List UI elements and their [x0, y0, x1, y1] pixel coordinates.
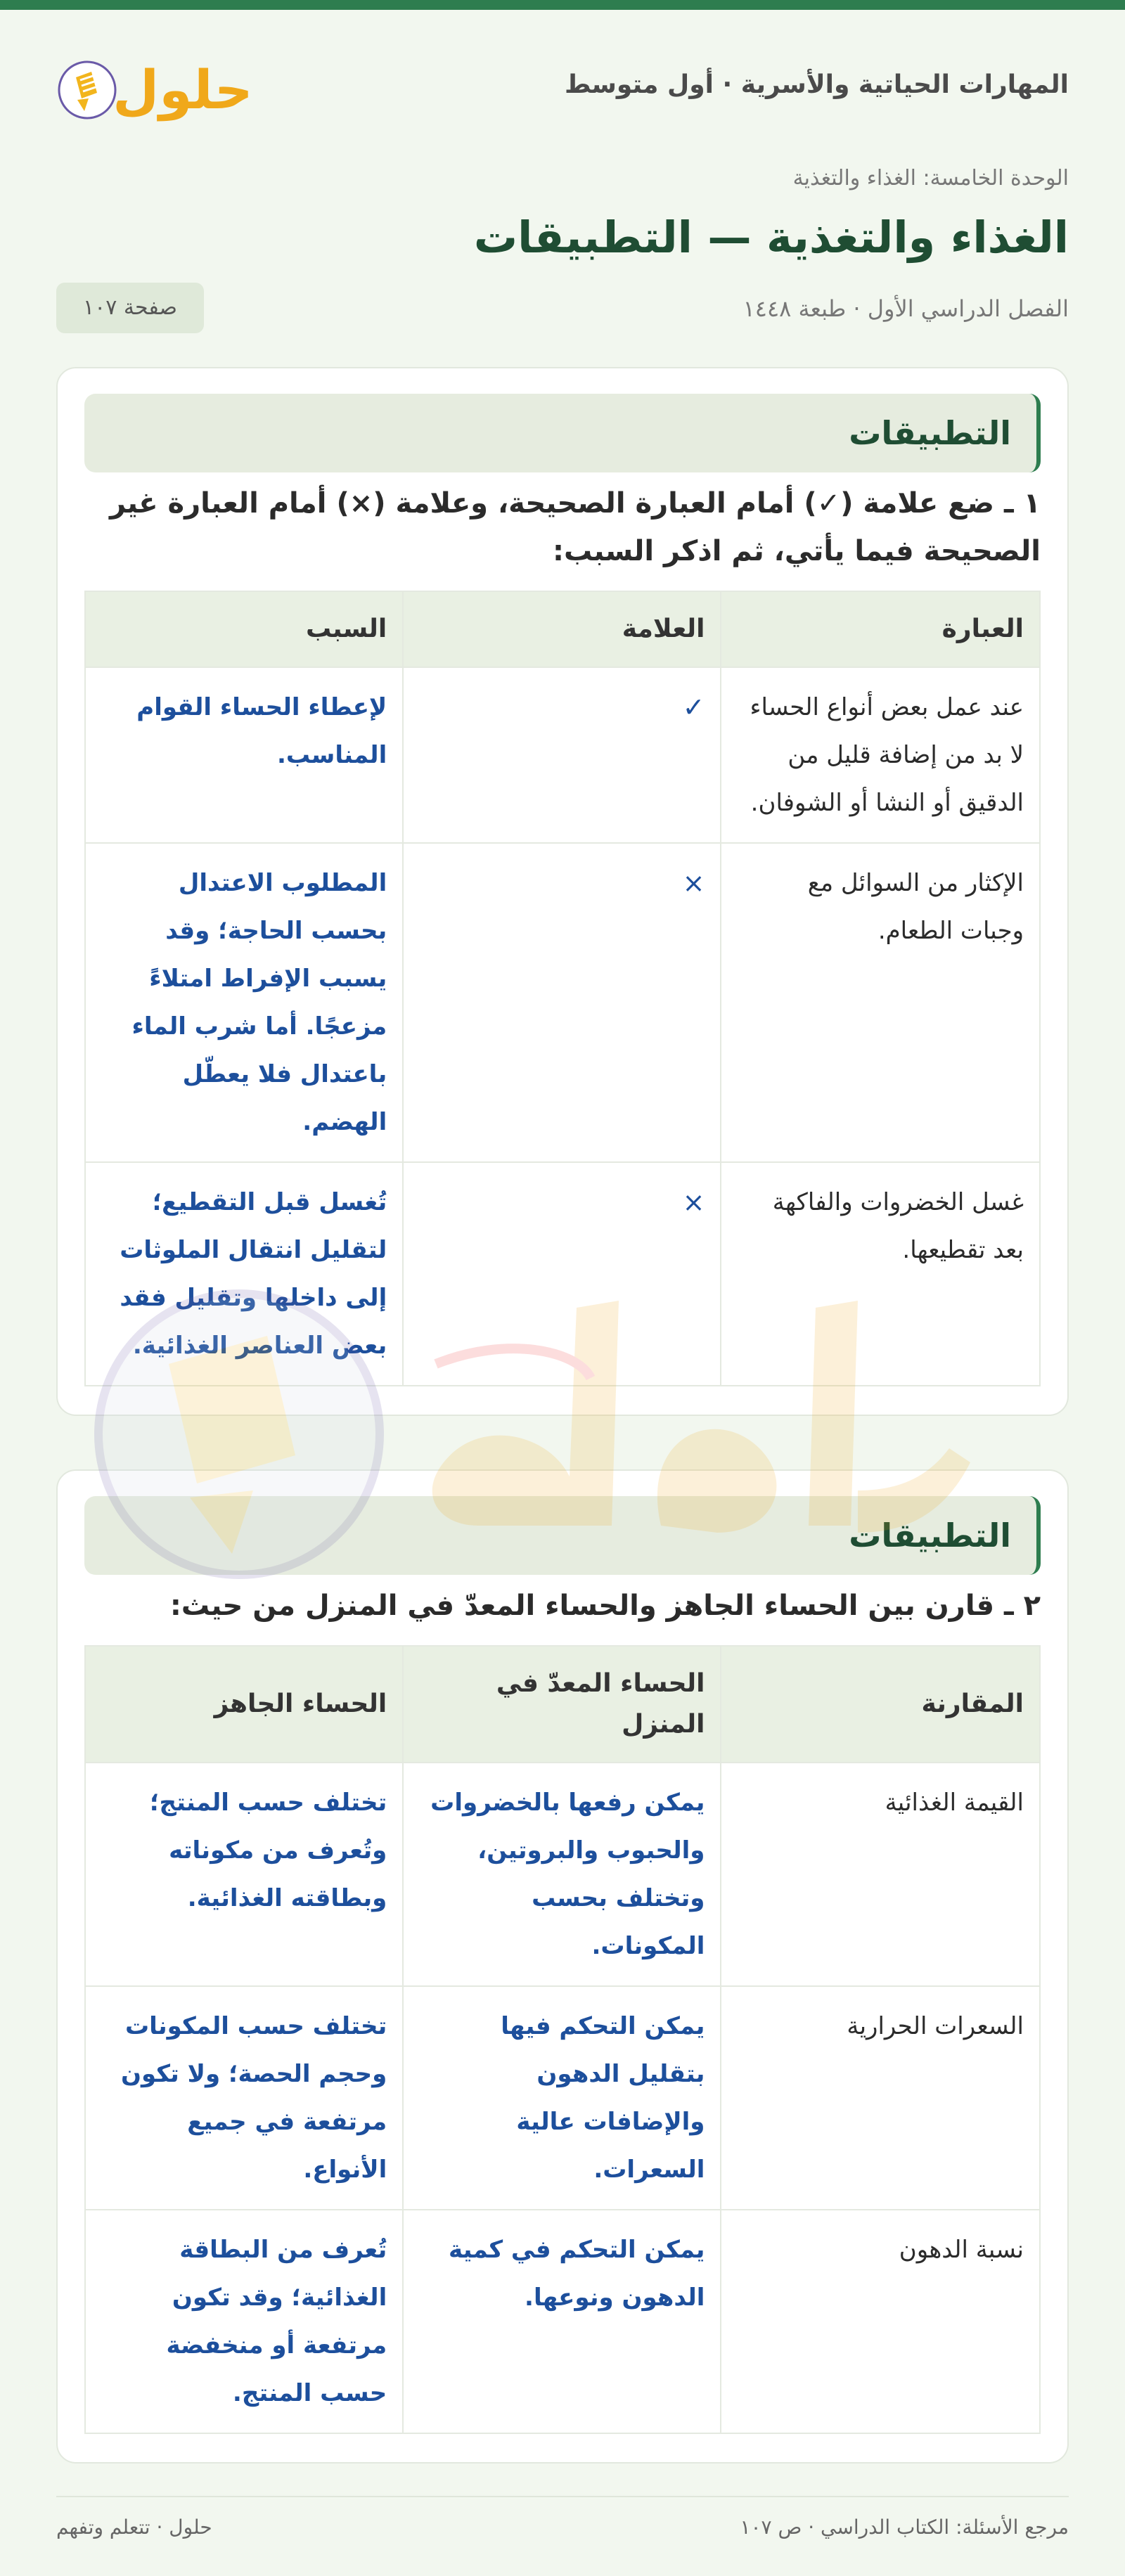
term-info: الفصل الدراسي الأول · طبعة ١٤٤٨: [742, 295, 1069, 322]
subject-title: المهارات الحياتية والأسرية · أول متوسط: [564, 70, 1069, 99]
statement-cell: عند عمل بعض أنواع الحساء لا بد من إضافة قليل من الدقيق أو النشا أو الشوفان.: [721, 667, 1040, 843]
table-row: [85, 667, 1040, 843]
page: [56, 10, 1069, 2464]
reason-cell: لإعطاء الحساء القوام المناسب.: [85, 667, 403, 843]
table-header-row: [85, 1646, 1040, 1763]
section-heading: [84, 1496, 1041, 1575]
ready-cell: تختلف حسب المكونات وحجم الحصة؛ ولا تكون مرتفعة في جميع الأنواع.: [85, 1986, 403, 2210]
reason-cell: المطلوب الاعتدال بحسب الحاجة؛ وقد يسبب الإفراط امتلاءً مزعجًا. أما شرب الماء باعتدال فلا يعطّل الهضم.: [85, 843, 403, 1162]
criterion-cell: السعرات الحرارية: [721, 1986, 1040, 2210]
criterion-cell: نسبة الدهون: [721, 2210, 1040, 2433]
column-header-ready: الحساء الجاهز: [85, 1646, 403, 1763]
table-row: [85, 843, 1040, 1162]
footer-brand: حلول · تتعلم وتفهم: [56, 2516, 212, 2539]
homemade-cell: يمكن رفعها بالخضروات والحبوب والبروتين، وتختلف بحسب المكونات.: [403, 1763, 721, 1986]
section-heading-text: التطبيقات: [849, 414, 1011, 452]
table-row: [85, 2210, 1040, 2433]
homemade-cell: يمكن التحكم في كمية الدهون ونوعها.: [403, 2210, 721, 2433]
table-row: [85, 1986, 1040, 2210]
column-header-reason: السبب: [85, 591, 403, 667]
question-1: ١ ـ ضع علامة (✓) أمام العبارة الصحيحة، وعلامة (×) أمام العبارة غير الصحيحة فيما يأتي، ثم اذكر السبب:: [110, 487, 1041, 567]
column-header-mark: العلامة: [403, 591, 721, 667]
ready-cell: تُعرف من البطاقة الغذائية؛ وقد تكون مرتفعة أو منخفضة حسب المنتج.: [85, 2210, 403, 2433]
top-accent-bar: [0, 0, 1125, 10]
logo-text: حلول: [112, 58, 253, 121]
header: [56, 10, 1069, 157]
applications-card-1: [56, 367, 1069, 1416]
cross-mark-icon: ×: [403, 1162, 721, 1386]
cross-mark-icon: ×: [403, 843, 721, 1162]
column-header-criterion: المقارنة: [721, 1646, 1040, 1763]
reason-cell: تُغسل قبل التقطيع؛ لتقليل انتقال الملوثات إلى داخلها وتقليل فقد بعض العناصر الغذائية.: [85, 1162, 403, 1386]
ready-cell: تختلف حسب المنتج؛ وتُعرف من مكوناته وبطاقته الغذائية.: [85, 1763, 403, 1986]
meta-row: [56, 283, 1069, 336]
hulul-logo[interactable]: [56, 46, 253, 131]
section-heading: [84, 394, 1041, 472]
statement-cell: غسل الخضروات والفاكهة بعد تقطيعها.: [721, 1162, 1040, 1386]
column-header-homemade: الحساء المعدّ في المنزل: [403, 1646, 721, 1763]
comparison-table: [84, 1645, 1041, 2434]
table-row: [85, 1763, 1040, 1986]
unit-label: الوحدة الخامسة: الغذاء والتغذية: [792, 166, 1069, 191]
homemade-cell: يمكن التحكم فيها بتقليل الدهون والإضافات عالية السعرات.: [403, 1986, 721, 2210]
check-mark-icon: ✓: [403, 667, 721, 843]
footer-reference: مرجع الأسئلة: الكتاب الدراسي · ص ١٠٧: [740, 2516, 1069, 2539]
footer: [56, 2496, 1069, 2539]
table-header-row: [85, 591, 1040, 667]
table-row: [85, 1162, 1040, 1386]
page-title: الغذاء والتغذية — التطبيقات: [473, 212, 1069, 263]
statement-cell: الإكثار من السوائل مع وجبات الطعام.: [721, 843, 1040, 1162]
applications-card-2: [56, 1469, 1069, 2464]
criterion-cell: القيمة الغذائية: [721, 1763, 1040, 1986]
page-badge: صفحة ١٠٧: [56, 283, 204, 333]
question-2: ٢ ـ قارن بين الحساء الجاهز والحساء المعدّ في المنزل من حيث:: [169, 1590, 1041, 1622]
true-false-table: [84, 591, 1041, 1386]
column-header-statement: العبارة: [721, 591, 1040, 667]
section-heading-text: التطبيقات: [849, 1516, 1011, 1554]
